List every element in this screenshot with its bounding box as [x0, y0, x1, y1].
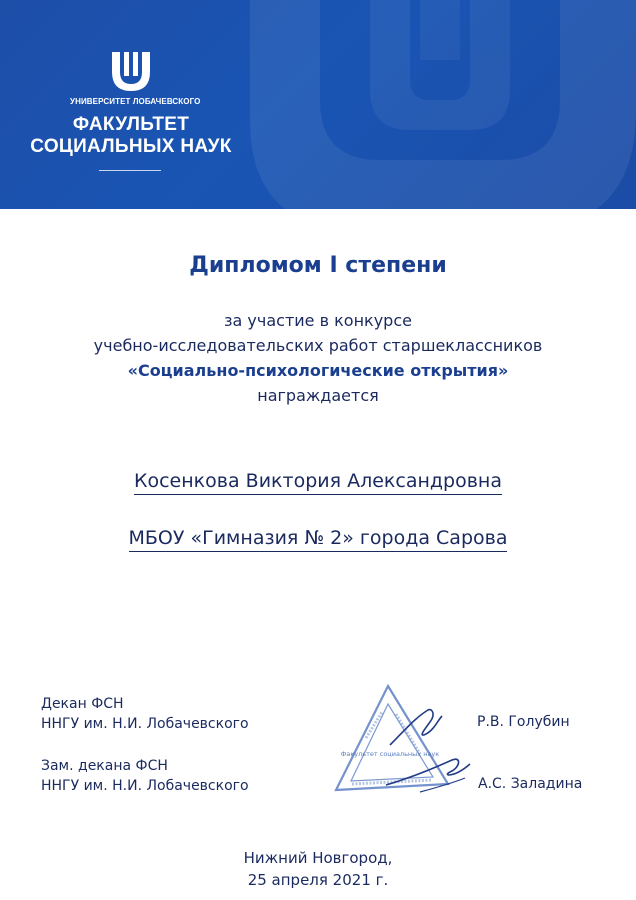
handwritten-signatures: [380, 690, 490, 800]
award-line-2: учебно-исследовательских работ старшеклассников: [93, 336, 543, 355]
place-and-date: [0, 847, 636, 891]
faculty-name-line2: СОЦИАЛЬНЫХ НАУК: [30, 136, 232, 157]
diploma-title: Дипломом I степени: [189, 253, 447, 278]
signatory-1-position: Декан ФСН: [41, 696, 124, 712]
school-field: [0, 527, 636, 552]
contest-name: «Социально-психологические открытия»: [127, 361, 509, 380]
signatory-1-title: [41, 694, 249, 734]
header-divider: [99, 170, 161, 171]
signatory-1-institution: ННГУ им. Н.И. Лобачевского: [41, 716, 249, 732]
recipient-name: Косенкова Виктория Александровна: [134, 470, 502, 495]
date: 25 апреля 2021 г.: [247, 871, 389, 889]
faculty-name: [21, 114, 241, 158]
city: Нижний Новгород,: [243, 849, 393, 867]
signatory-2-name: А.С. Заладина: [478, 776, 583, 792]
stamp-text: Факультет социальных наук: [340, 750, 440, 758]
award-line-1: за участие в конкурсе: [224, 311, 412, 330]
signatory-2-position: Зам. декана ФСН: [41, 758, 168, 774]
recipient-school: МБОУ «Гимназия № 2» города Сарова: [129, 527, 508, 552]
faculty-name-line1: ФАКУЛЬТЕТ: [72, 114, 190, 135]
university-logo-icon: [110, 50, 152, 92]
signatory-2-title: [41, 756, 249, 796]
signatory-2-institution: ННГУ им. Н.И. Лобачевского: [41, 778, 249, 794]
award-text: [0, 308, 636, 408]
recipient-field: [0, 470, 636, 495]
signatory-1-name: Р.В. Голубин: [477, 714, 570, 730]
university-name: УНИВЕРСИТЕТ ЛОБАЧЕВСКОГО: [70, 97, 201, 106]
header-banner: [0, 0, 636, 209]
award-line-4: награждается: [257, 386, 379, 405]
